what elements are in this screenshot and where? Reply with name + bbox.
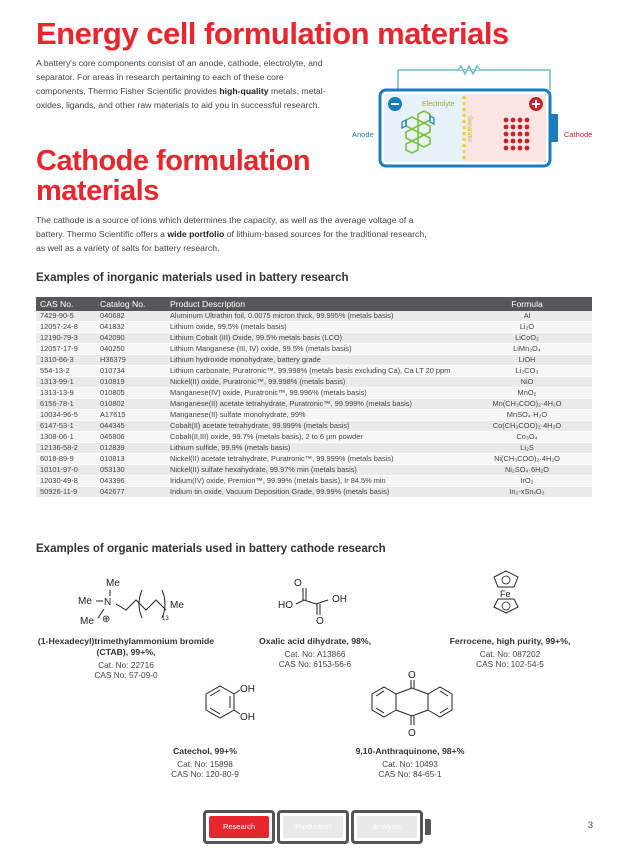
cas-cell: 7429-90-5 [36, 311, 96, 322]
description-cell: Nickel(II) oxide, Puratronic™, 99.998% (metals basis) [166, 377, 462, 388]
svg-text:O: O [408, 728, 416, 738]
description-cell: Lithium sulfide, 99.9% (metals basis) [166, 443, 462, 454]
cas-cell: 1310-66-3 [36, 355, 96, 366]
description-cell: Cobalt(II) acetate tetrahydrate, 99.999% (metals basis) [166, 421, 462, 432]
cas-cell: 12057-24-8 [36, 322, 96, 333]
description-cell: Indium tin oxide, Vacuum Deposition Grade, 99.99% (metals basis) [166, 487, 462, 498]
cas-cell: 10034-96-5 [36, 410, 96, 421]
ctab-item: (1-Hexadecyl)trimethylammonium bromide (CTAB), 99+%, Cat. No: 22716 CAS No: 57-09-0 [37, 636, 215, 680]
formula-cell: Mn(CH₃COO)₂·4H₂O [462, 399, 592, 410]
svg-text:O: O [294, 578, 302, 589]
table-row [36, 333, 592, 344]
svg-text:Me: Me [80, 616, 94, 627]
nav-analysis[interactable]: Analysis [351, 810, 423, 844]
formula-cell: NiO [462, 377, 592, 388]
svg-text:O: O [408, 670, 416, 681]
catalog-cell: 010805 [96, 388, 166, 399]
catechol-item: Catechol, 99+% Cat. No: 15898 CAS No: 120-80-9 [171, 746, 239, 779]
formula-cell: In₂-xSnₓO₃ [462, 487, 592, 498]
formula-cell: Ni₂SO₄·6H₂O [462, 465, 592, 476]
table-row [36, 487, 592, 498]
inorganic-table [36, 297, 592, 498]
svg-text:Me: Me [170, 600, 184, 611]
svg-text:Me: Me [78, 596, 92, 607]
cas-cell: 6147-53-1 [36, 421, 96, 432]
svg-text:Me: Me [106, 578, 120, 589]
cas-cell: 1313-13-9 [36, 388, 96, 399]
cas-cell: 12190-79-3 [36, 333, 96, 344]
table-row [36, 322, 592, 333]
anode-label: Anode [352, 130, 374, 139]
formula-cell: LiCoO₂ [462, 333, 592, 344]
catalog-cell: 010734 [96, 366, 166, 377]
catalog-cell: 042090 [96, 333, 166, 344]
formula-cell: Li₂S [462, 443, 592, 454]
formula-cell: Al [462, 311, 592, 322]
section-title: Cathode formulation materials [36, 145, 311, 207]
catalog-cell: 040682 [96, 311, 166, 322]
description-cell: Manganese(II) acetate tetrahydrate, Puratronic™, 99.999% (metals basis) [166, 399, 462, 410]
table-row [36, 432, 592, 443]
separator-label: Separator [466, 116, 472, 143]
catalog-cell: A17615 [96, 410, 166, 421]
cathode-paragraph: The cathode is a source of ions which determines the capacity, as well as the average voltage of a battery. Thermo Scientific offers a wide portfolio of lithium-based sources for the traditional research, as well as a variety of salts for battery research. [36, 215, 427, 253]
ferrocene-item: Ferrocene, high purity, 99+%, Cat. No: 087202 CAS No: 102-54-5 [449, 636, 571, 669]
catalog-cell: 010802 [96, 399, 166, 410]
table-row [36, 366, 592, 377]
description-cell: Lithium Manganese (III, IV) oxide, 99.5% (metals basis) [166, 344, 462, 355]
svg-text:OH: OH [240, 712, 255, 723]
catalog-cell: 043396 [96, 476, 166, 487]
anthraquinone-structure [364, 668, 460, 738]
description-cell: Manganese(II) sulfate monohydrate, 99% [166, 410, 462, 421]
formula-cell: Co(CH₃COO)₂·4H₂O [462, 421, 592, 432]
page-number: 3 [587, 820, 593, 830]
cas-cell: 12057-17-9 [36, 344, 96, 355]
column-header: CAS No. [36, 297, 96, 311]
table-row [36, 443, 592, 454]
battery-diagram [350, 62, 600, 172]
svg-text:⊕: ⊕ [102, 614, 111, 625]
formula-cell: Li₂O [462, 322, 592, 333]
table-row [36, 399, 592, 410]
description-cell: Iridium(IV) oxide, Premion™, 99.99% (metals basis), Ir 84.5% min [166, 476, 462, 487]
catalog-cell: 010819 [96, 377, 166, 388]
svg-text:OH: OH [332, 594, 347, 605]
catalog-cell: H36379 [96, 355, 166, 366]
catalog-cell: 041832 [96, 322, 166, 333]
cas-cell: 1313-99-1 [36, 377, 96, 388]
table-row [36, 421, 592, 432]
cas-cell: 6156-78-1 [36, 399, 96, 410]
formula-cell: LiOH [462, 355, 592, 366]
battery-cap-icon [425, 819, 431, 835]
table-row [36, 465, 592, 476]
description-cell: Lithium carbonate, Puratronic™, 99.998% (metals basis excluding Ca), Ca LT 20 ppm [166, 366, 462, 377]
electrolyte-label: Electrolyte [422, 101, 455, 108]
description-cell: Aluminum Ultrathin foil, 0.0075 micron thick, 99.995% (metals basis) [166, 311, 462, 322]
ctab-structure [70, 574, 200, 630]
svg-text:O: O [316, 616, 324, 626]
table-row [36, 355, 592, 366]
section-nav [203, 810, 433, 844]
svg-text:N: N [104, 597, 112, 608]
nav-production[interactable]: Production [277, 810, 349, 844]
ferrocene-structure [476, 565, 536, 615]
column-header: Formula [462, 297, 592, 311]
description-cell: Lithium Cobalt (III) Oxide, 99.5% metals basis (LCO) [166, 333, 462, 344]
cas-cell: 12136-58-2 [36, 443, 96, 454]
cas-cell: 10101-97-0 [36, 465, 96, 476]
table-row [36, 311, 592, 322]
table-header-row [36, 297, 592, 311]
cas-cell: 554-13-2 [36, 366, 96, 377]
table-row [36, 410, 592, 421]
description-cell: Cobalt(II,III) oxide, 99.7% (metals basis), 2 to 6 µm powder [166, 432, 462, 443]
formula-cell: Li₂CO₃ [462, 366, 592, 377]
description-cell: Nickel(II) acetate tetrahydrate, Puratronic™, 99.999% (metals basis) [166, 454, 462, 465]
table-row [36, 476, 592, 487]
svg-text:HO: HO [278, 600, 293, 611]
formula-cell: Co₃O₄ [462, 432, 592, 443]
svg-text:OH: OH [240, 684, 255, 695]
formula-cell: Ni(CH₃COO)₂·4H₂O [462, 454, 592, 465]
page-title: Energy cell formulation materials [36, 16, 509, 51]
catechol-structure [188, 680, 258, 736]
table-row [36, 454, 592, 465]
cas-cell: 1308-06-1 [36, 432, 96, 443]
formula-cell: IrO₂ [462, 476, 592, 487]
catalog-cell: 045806 [96, 432, 166, 443]
catalog-cell: 053130 [96, 465, 166, 476]
table-row [36, 388, 592, 399]
formula-cell: LiMn₂O₄ [462, 344, 592, 355]
formula-cell: MnSO₄·H₂O [462, 410, 592, 421]
oxalic-acid-structure [272, 574, 362, 626]
intro-paragraph: A battery's core components consist of an anode, cathode, electrolyte, and separator. For areas in research pertaining to each of these core components, Thermo Fisher Scientific provides high-quality metals, metal-oxides, ligands, and other raw materials to aid you in successful research. [36, 58, 326, 110]
table-row [36, 377, 592, 388]
svg-text:Fe: Fe [500, 589, 511, 599]
inorganic-heading: Examples of inorganic materials used in battery research [36, 272, 349, 284]
cas-cell: 6018-89-9 [36, 454, 96, 465]
catalog-cell: 010813 [96, 454, 166, 465]
table-row [36, 344, 592, 355]
resistor-icon [458, 66, 480, 74]
oxalic-acid-item: Oxalic acid dihydrate, 98%, Cat. No: A13866 CAS No: 6153-56-6 [258, 636, 372, 669]
description-cell: Lithium hydroxide monohydrate, battery grade [166, 355, 462, 366]
column-header: Catalog No. [96, 297, 166, 311]
description-cell: Manganese(IV) oxide, Puratronic™, 99.996% (metals basis) [166, 388, 462, 399]
catalog-cell: 044345 [96, 421, 166, 432]
cas-cell: 12030-49-8 [36, 476, 96, 487]
formula-cell: MnO₂ [462, 388, 592, 399]
catalog-cell: 040250 [96, 344, 166, 355]
description-cell: Lithium oxide, 99.5% (metals basis) [166, 322, 462, 333]
anthraquinone-item: 9,10-Anthraquinone, 98+% Cat. No: 10493 CAS No: 84-65-1 [355, 746, 465, 779]
catalog-cell: 012839 [96, 443, 166, 454]
catalog-cell: 042677 [96, 487, 166, 498]
svg-text:13: 13 [162, 616, 169, 622]
nav-research[interactable]: Research [203, 810, 275, 844]
organic-heading: Examples of organic materials used in battery cathode research [36, 543, 386, 555]
cas-cell: 50926-11-9 [36, 487, 96, 498]
description-cell: Nickel(II) sulfate hexahydrate, 99.97% min (metals basis) [166, 465, 462, 476]
cathode-label: Cathode [564, 130, 593, 139]
column-header: Product Description [166, 297, 462, 311]
